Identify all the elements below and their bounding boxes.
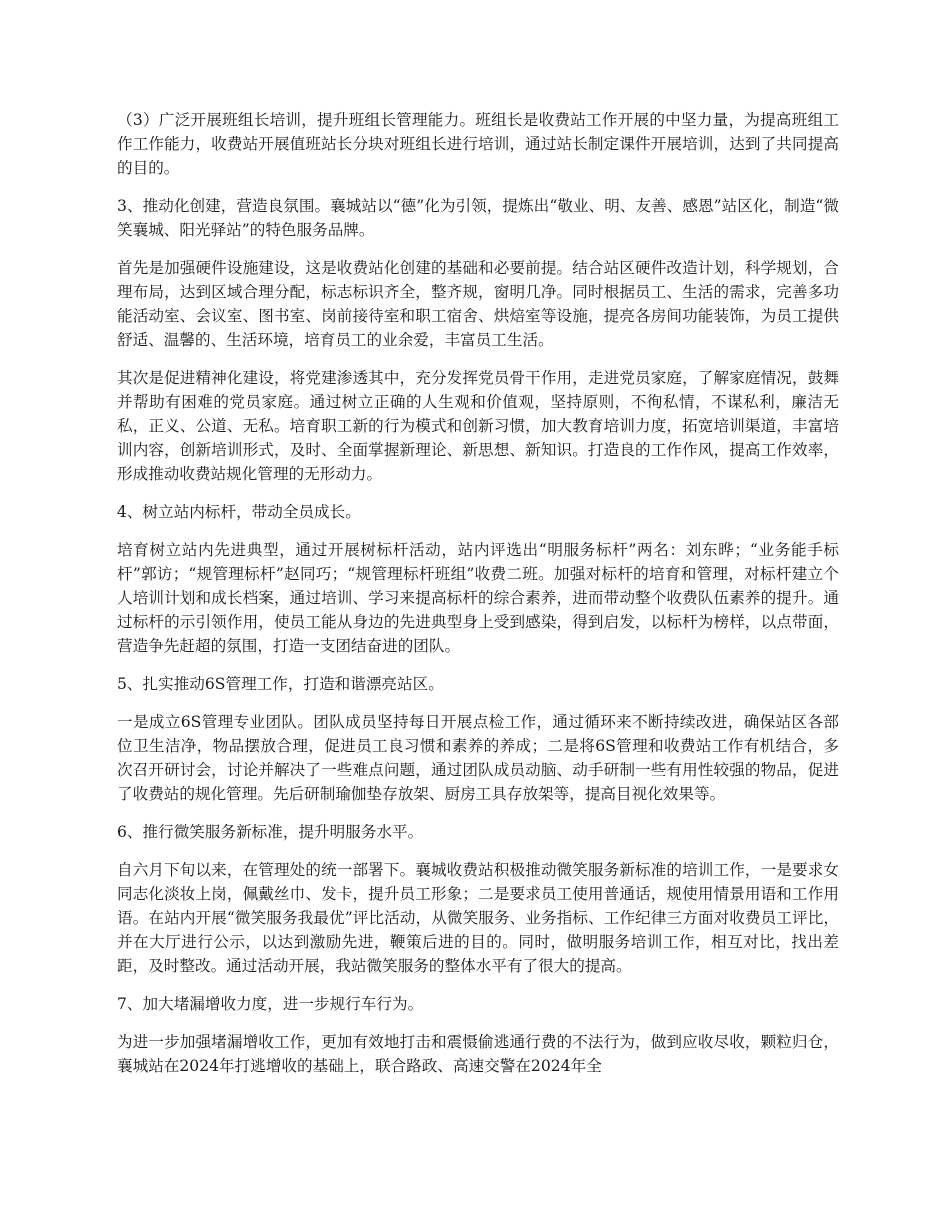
heading-smile-service: 6、推行微笑服务新标准，提升明服务水平。 xyxy=(117,823,424,841)
heading-toll-collection: 7、加大堵漏增收力度，进一步规行车行为。 xyxy=(117,995,424,1013)
paragraph-benchmark: 培育树立站内先进典型，通过开展树标杆活动，站内评选出“明服务标杆”两名：刘东晔；“业务能手标杆”郭访；“规管理标杆”赵同巧；“规管理标杆班组”收费二班。加强对标杆的培育和管理，对标杆建立个人培训计划和成长档案，通过培训、学习来提高标杆的综合素养，进而带动整个收费队伍素养的提升。通过标杆的示引领作用，使员工能从身边的先进典型身上受到感染，得到启发，以标杆为榜样，以点带面，营造争先赶超的氛围，打造一支团结奋进的团队。 xyxy=(117,541,839,655)
paragraph-hardware-construction: 首先是加强硬件设施建设，这是收费站化创建的基础和必要前提。结合站区硬件改造计划，科学规划，合理布局，达到区域合理分配，标志标识齐全，整齐规，窗明几净。同时根据员工、生活的需求，完善多功能活动室、会议室、图书室、岗前接待室和职工宿舍、烘焙室等设施，提亮各房间功能装饰，为员工提供舒适、温馨的、生活环境，培育员工的业余爱，丰富员工生活。 xyxy=(117,259,839,349)
paragraph-culture-creation: 3、推动化创建，营造良氛围。襄城站以“德”化为引领，提炼出“敬业、明、友善、感恩”站区化，制造“微笑襄城、阳光驿站”的特色服务品牌。 xyxy=(117,197,839,239)
paragraph-class-leader-training: （3）广泛开展班组长培训，提升班组长管理能力。班组长是收费站工作开展的中坚力量，为提高班组工作工作能力，收费站开展值班站长分块对班组长进行培训，通过站长制定课件开展培训，达到了共同提高的目的。 xyxy=(117,111,840,177)
heading-benchmark: 4、树立站内标杆，带动全员成长。 xyxy=(117,503,361,521)
paragraph-toll-collection: 为进一步加强堵漏增收工作，更加有效地打击和震慑偷逃通行费的不法行为，做到应收尽收，颗粒归仓，襄城站在2024年打逃增收的基础上，联合路政、高速交警在2024年全 xyxy=(117,1033,839,1075)
paragraph-spiritual-construction: 其次是促进精神化建设，将党建渗透其中，充分发挥党员骨干作用，走进党员家庭，了解家庭情况，鼓舞并帮助有困难的党员家庭。通过树立正确的人生观和价值观，坚持原则，不徇私情，不谋私利，廉洁无私，正义、公道、无私。培育职工新的行为模式和创新习惯，加大教育培训力度，拓宽培训渠道，丰富培训内容，创新培训形式，及时、全面掌握新理论、新思想、新知识。打造良的工作作风，提高工作效率，形成推动收费站规化管理的无形动力。 xyxy=(117,369,839,483)
paragraph-6s-management: 一是成立6S管理专业团队。团队成员坚持每日开展点检工作，通过循环来不断持续改进，确保站区各部位卫生洁净，物品摆放合理，促进员工良习惯和素养的养成；二是将6S管理和收费站工作有机结合，多次召开研讨会，讨论并解决了一些难点问题，通过团队成员动脑、动手研制一些有用性较强的物品，促进了收费站的规化管理。先后研制瑜伽垫存放架、厨房工具存放架等，提高目视化效果等。 xyxy=(117,713,839,803)
heading-6s-management: 5、扎实推动6S管理工作，打造和谐漂亮站区。 xyxy=(117,675,444,693)
document-page xyxy=(117,108,839,1092)
paragraph-smile-service: 自六月下旬以来，在管理处的统一部署下。襄城收费站积极推动微笑服务新标准的培训工作，一是要求女同志化淡妆上岗，佩戴丝巾、发卡，提升员工形象；二是要求员工使用普通话，规使用情景用语和工作用语。在站内开展“微笑服务我最优”评比活动，从微笑服务、业务指标、工作纪律三方面对收费员工评比，并在大厅进行公示，以达到激励先进，鞭策后进的目的。同时，做明服务培训工作，相互对比，找出差距，及时整改。通过活动开展，我站微笑服务的整体水平有了很大的提高。 xyxy=(117,861,839,975)
